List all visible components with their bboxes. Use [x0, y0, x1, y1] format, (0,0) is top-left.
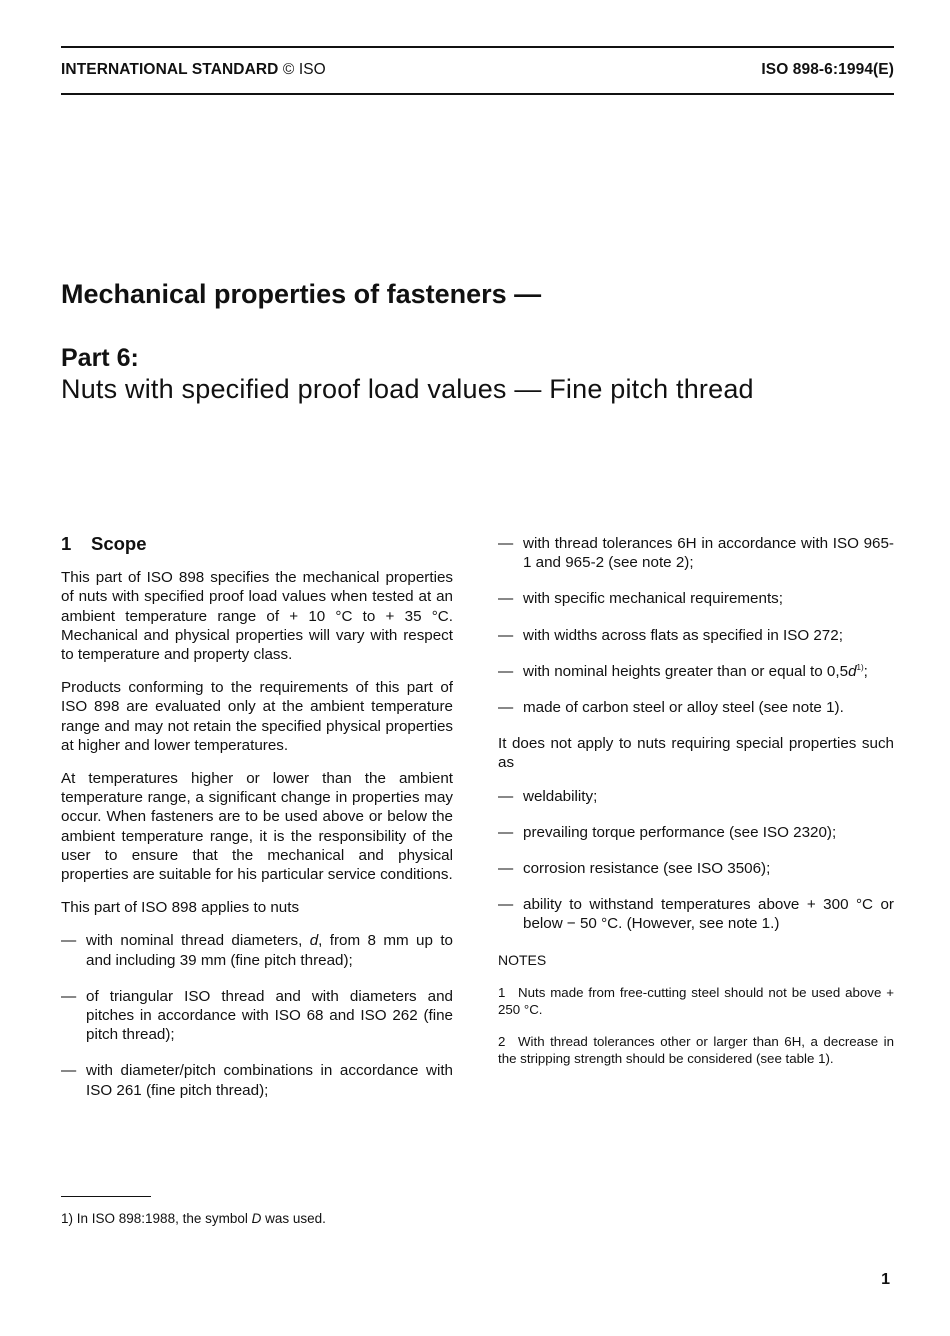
not-apply-intro: It does not apply to nuts requiring special properties such as: [498, 735, 894, 772]
not-apply-list-item: — prevailing torque performance (see ISO 2320);: [498, 823, 894, 842]
notes-label: NOTES: [498, 951, 547, 968]
applies-list-item: [61, 931, 453, 969]
math-variable: D: [251, 1211, 262, 1226]
left-column: [61, 530, 453, 1117]
footnote-text: 1) In ISO 898:1988, the symbol: [61, 1211, 252, 1226]
applies-list-item: — with specific mechanical requirements;: [498, 589, 894, 608]
header-document-number: ISO 898-6:1994(E): [761, 61, 894, 78]
footnote-rule: [61, 1196, 151, 1197]
page-number: 1: [881, 1271, 890, 1288]
note-number: 2: [498, 1033, 506, 1049]
applies-list-item: — with widths across flats as specified in ISO 272;: [498, 626, 894, 645]
document-title: Mechanical properties of fasteners —: [61, 279, 542, 309]
part-subtitle: Nuts with specified proof load values — Fine pitch thread: [61, 374, 754, 404]
footnote: [61, 1211, 326, 1226]
list-text: with nominal thread diameters,: [86, 932, 310, 950]
applies-list-item: [498, 662, 894, 681]
right-column: [498, 534, 894, 1082]
header-standard-text: INTERNATIONAL STANDARD: [61, 61, 279, 78]
header-copyright: © ISO: [282, 61, 326, 78]
math-variable: d: [309, 932, 319, 950]
note-text: Nuts made from free-cutting steel should not be used above + 250 °C.: [498, 984, 894, 1017]
scope-paragraph: Products conforming to the requirements of this part of ISO 898 are evaluated only at the ambient temperature range and may not retain the specified physical properties at higher and lower temperatures.: [61, 679, 453, 754]
note-item: [498, 1033, 894, 1067]
list-text: ;: [863, 662, 868, 680]
math-variable: d: [848, 662, 857, 680]
applies-list-item: — made of carbon steel or alloy steel (see note 1).: [498, 698, 894, 717]
list-text: of triangular ISO thread and with diameters and pitches in accordance with ISO 68 and ISO 262 (fine pitch thread);: [86, 987, 453, 1044]
not-apply-list-item: — ability to withstand temperatures above + 300 °C or below − 50 °C. (However, see note 1.): [498, 895, 894, 933]
section-heading-scope: [61, 534, 453, 553]
scope-paragraph: This part of ISO 898 specifies the mechanical properties of nuts with specified proof load values when tested at an ambient temperature range of + 10 °C to + 35 °C. Mechanical and physical properties will vary with respect to temperature and property class.: [61, 569, 453, 664]
note-number: 1: [498, 984, 506, 1000]
applies-list-item: [61, 1061, 453, 1099]
footnote-text: was used.: [261, 1211, 326, 1226]
list-text: with diameter/pitch combinations in accordance with ISO 261 (fine pitch thread);: [86, 1062, 453, 1099]
scope-paragraph: At temperatures higher or lower than the ambient temperature range, a significant change in properties may occur. When fasteners are to be used above or below the ambient temperature range, it is the responsibility of the user to ensure that the mechanical and physical properties are suitable for his particular service conditions.: [61, 770, 453, 884]
applies-list-item: — with thread tolerances 6H in accordance with ISO 965-1 and 965-2 (see note 2);: [498, 534, 894, 572]
note-text: With thread tolerances other or larger than 6H, a decrease in the stripping strength should be considered (see table 1).: [498, 1033, 894, 1066]
header-standard-label: [61, 61, 326, 79]
scope-paragraph: This part of ISO 898 applies to nuts: [61, 899, 300, 917]
section-title: Scope: [91, 533, 147, 554]
not-apply-list-item: — weldability;: [498, 787, 894, 806]
header-rule-top: [61, 46, 894, 48]
section-number: 1: [61, 533, 72, 554]
note-item: [498, 984, 894, 1018]
not-apply-list-item: — corrosion resistance (see ISO 3506);: [498, 859, 894, 878]
applies-list-item: [61, 987, 453, 1045]
list-text: , from 8 mm up to and including 39 mm (fine pitch thread);: [86, 932, 453, 969]
list-text: with nominal heights greater than or equal to 0,5: [523, 662, 849, 680]
header-rule-bottom: [61, 93, 894, 95]
part-label: Part 6:: [61, 344, 139, 372]
footnote-reference: 1): [856, 662, 864, 672]
